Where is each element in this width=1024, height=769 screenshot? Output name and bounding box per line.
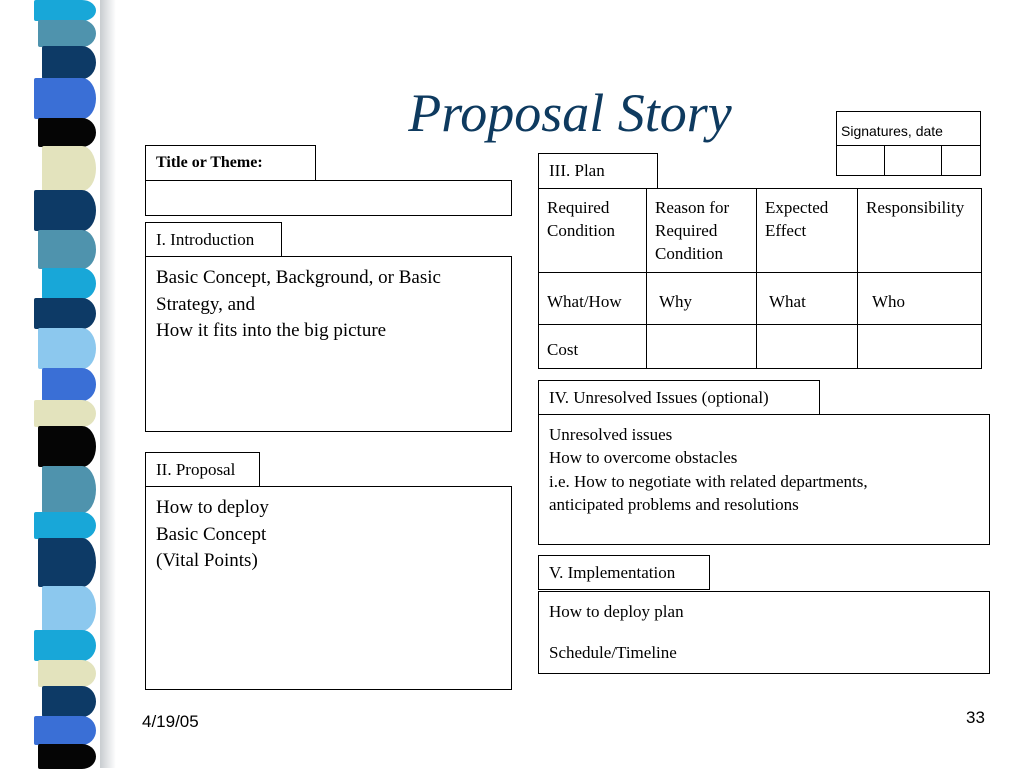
proposal-line: Basic Concept <box>156 523 267 545</box>
strip-band <box>34 0 96 21</box>
implementation-line: How to deploy plan <box>549 602 684 621</box>
unresolved-line: i.e. How to negotiate with related departments, <box>549 471 868 491</box>
plan-header-line: Required <box>655 220 718 240</box>
slide-date: 4/19/05 <box>142 712 199 731</box>
strip-band <box>34 512 96 539</box>
plan-cell: What/How <box>539 273 647 325</box>
strip-band <box>38 230 96 269</box>
strip-band <box>42 46 96 79</box>
proposal-label <box>145 452 260 487</box>
plan-header-line: Condition <box>655 243 724 263</box>
strip-band <box>38 426 96 467</box>
strip-band <box>42 146 96 191</box>
strip-band <box>34 78 96 119</box>
signatures-label: Signatures, date <box>837 112 981 146</box>
strip-shadow <box>100 0 116 768</box>
plan-header-expected-effect <box>757 189 858 273</box>
strip-band <box>42 686 96 717</box>
plan-header-line: Reason for <box>655 198 730 217</box>
plan-header-responsibility <box>858 189 982 273</box>
plan-header-reason <box>647 189 757 273</box>
strip-band <box>34 630 96 661</box>
introduction-label <box>145 222 282 257</box>
plan-cell: Why <box>647 273 757 325</box>
strip-band <box>34 716 96 745</box>
plan-table <box>538 188 982 369</box>
introduction-box <box>145 256 512 432</box>
strip-band <box>38 660 96 687</box>
introduction-line: How it fits into the big picture <box>156 320 387 342</box>
plan-label-text: III. Plan <box>549 161 605 180</box>
plan-cell: What <box>757 273 858 325</box>
signature-cell <box>837 146 885 176</box>
strip-band <box>42 368 96 401</box>
implementation-label-text: V. Implementation <box>549 563 676 582</box>
strip-band <box>34 400 96 427</box>
slide-title: Proposal Story <box>408 83 732 143</box>
plan-cell <box>647 325 757 369</box>
implementation-line: Schedule/Timeline <box>549 642 677 662</box>
unresolved-line: anticipated problems and resolutions <box>549 495 799 515</box>
unresolved-line: Unresolved issues <box>549 425 673 444</box>
introduction-line: Strategy, and <box>156 293 256 315</box>
unresolved-line: How to overcome obstacles <box>549 448 738 468</box>
plan-header-line: Effect <box>765 220 807 240</box>
unresolved-label-text: IV. Unresolved Issues (optional) <box>549 388 769 407</box>
strip-band <box>38 20 96 47</box>
implementation-line <box>549 624 979 641</box>
proposal-label-text: II. Proposal <box>156 460 236 479</box>
unresolved-label <box>538 380 820 415</box>
unresolved-box <box>538 414 990 545</box>
plan-header-required-condition <box>539 189 647 273</box>
plan-label <box>538 153 658 189</box>
strip-band <box>42 268 96 299</box>
title-theme-label <box>145 145 316 181</box>
proposal-line: (Vital Points) <box>156 550 258 572</box>
signature-cell <box>884 146 942 176</box>
strip-band <box>38 118 96 147</box>
proposal-box <box>145 486 512 690</box>
title-theme-label-text: Title or Theme: <box>156 154 263 171</box>
strip-band <box>42 466 96 513</box>
plan-header-line: Required <box>547 198 610 217</box>
signature-cell <box>942 146 981 176</box>
implementation-box <box>538 591 990 674</box>
strip-band <box>38 538 96 587</box>
strip-band <box>38 744 96 769</box>
introduction-label-text: I. Introduction <box>156 230 255 249</box>
plan-header-line: Expected <box>765 198 829 217</box>
strip-band <box>34 190 96 231</box>
title-theme-field <box>145 180 512 216</box>
implementation-label <box>538 555 710 590</box>
proposal-line: How to deploy <box>156 497 269 518</box>
introduction-line: Basic Concept, Background, or Basic <box>156 267 441 288</box>
plan-cell <box>858 325 982 369</box>
strip-band <box>38 328 96 369</box>
plan-cell <box>757 325 858 369</box>
slide-number: 33 <box>966 708 985 727</box>
plan-cell: Who <box>858 273 982 325</box>
signatures-table <box>836 111 981 176</box>
strip-band <box>34 298 96 329</box>
strip-band <box>42 586 96 631</box>
plan-header-line: Responsibility <box>866 198 965 217</box>
plan-cell: Cost <box>539 325 647 369</box>
plan-header-line: Condition <box>547 220 616 240</box>
